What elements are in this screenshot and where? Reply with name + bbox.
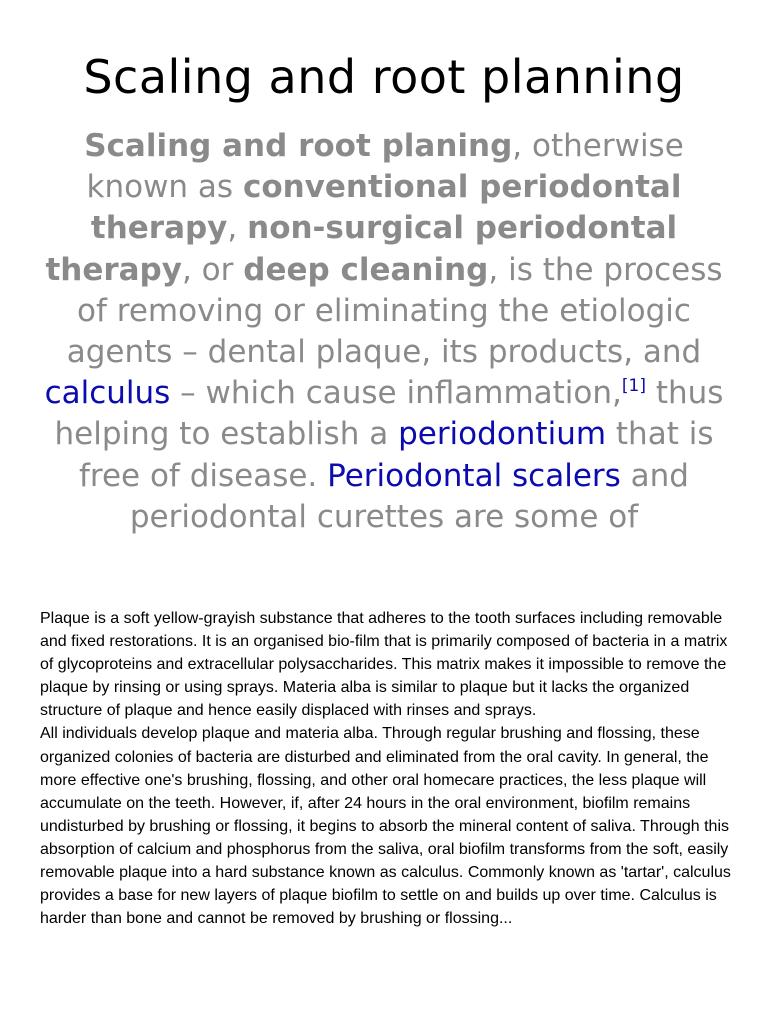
slide-title: Scaling and root planning (83, 50, 685, 104)
lead-text-segment: , (227, 210, 248, 247)
term-non-surgical-therapy: non-surgical periodontal therapy (45, 210, 678, 288)
lead-text-segment: , or (181, 251, 244, 288)
notes-section (40, 607, 740, 930)
link-periodontium[interactable]: periodontium (398, 416, 607, 453)
lead-text-segment: , otherwise known as (86, 128, 684, 206)
term-conventional-therapy: conventional periodontal therapy (90, 169, 682, 247)
slide-lead-text (40, 126, 728, 538)
lead-text-segment: that is free of disease. (78, 416, 714, 494)
lead-text-segment: and periodontal curettes are some of (129, 457, 689, 535)
reference-link[interactable]: [1] (621, 376, 646, 397)
link-calculus[interactable]: calculus (44, 375, 171, 412)
term-scaling-root-planing: Scaling and root planing (84, 128, 513, 164)
notes-paragraph: All individuals develop plaque and materia alba. Through regular brushing and flossing, these organized colonies of bacteria are disturbed and eliminated from the oral cavity. In general, the more effective one's brushing, flossing, and other oral homecare practices, the less plaque will accumulate on the teeth. However, if, after 24 hours in the oral environment, biofilm remains undisturbed by brushing or flossing, it begins to absorb the mineral content of saliva. Through this absorption of calcium and phosphorus from the saliva, oral biofilm transforms from the soft, easily removable plaque into a hard substance known as calculus. Commonly known as 'tartar', calculus provides a base for new layers of plaque biofilm to settle on and builds up over time. Calculus is harder than bone and cannot be removed by brushing or flossing... (40, 725, 731, 928)
term-deep-cleaning: deep cleaning (243, 251, 489, 288)
lead-text-segment: thus helping to establish a (54, 375, 724, 453)
link-periodontal-scalers[interactable]: Periodontal scalers (327, 457, 621, 494)
notes-paragraph: Plaque is a soft yellow-grayish substance that adheres to the tooth surfaces including removable and fixed restorations. It is an organised bio-film that is primarily composed of bacteria in a matrix of glycoproteins and extracellular polysaccharides. This matrix makes it impossible to remove the plaque by rinsing or using sprays. Materia alba is similar to plaque but it lacks the organized structure of plaque and hence easily displaced with rinses and sprays. (40, 610, 728, 720)
lead-text-segment: , is the process of removing or eliminating the etiologic agents – dental plaque, its products, and (66, 251, 723, 371)
lead-text-segment: – which cause inflammation, (170, 375, 622, 412)
